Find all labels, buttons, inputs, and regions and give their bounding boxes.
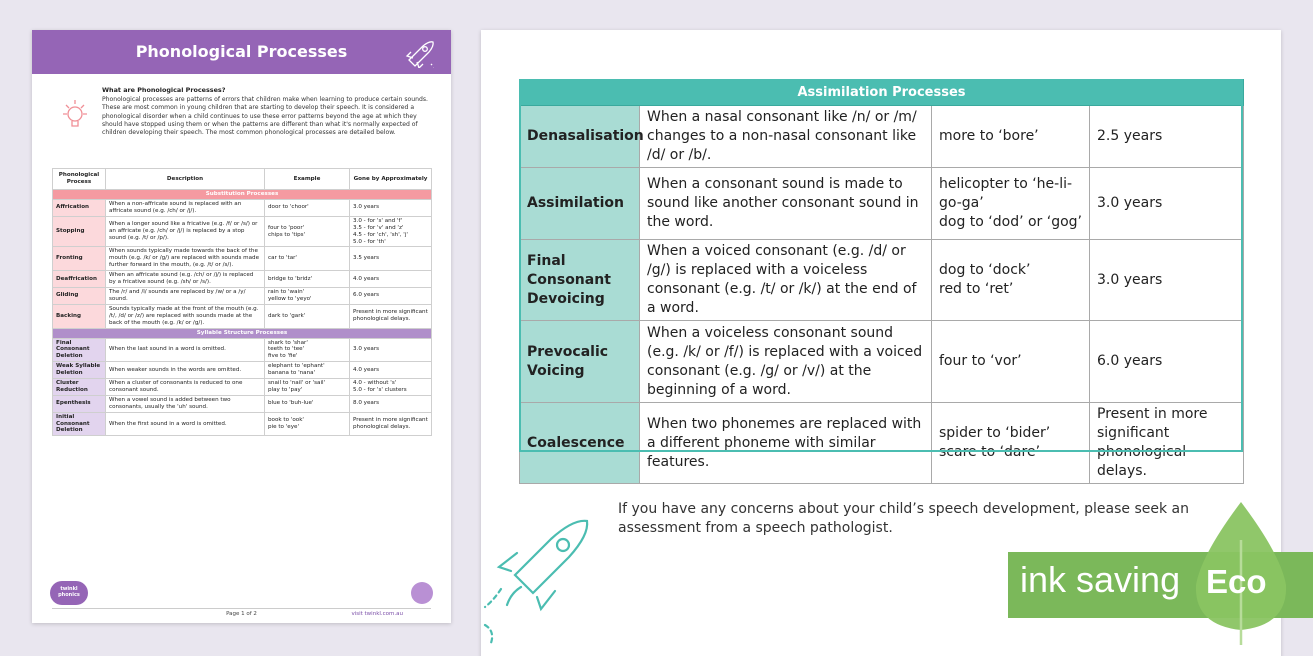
- process-name: Deaffrication: [53, 271, 106, 288]
- table-row: [53, 362, 432, 379]
- process-description: The /r/ and /l/ sounds are replaced by /w/ or a /y/ sound.: [106, 287, 265, 304]
- process-name: Backing: [53, 304, 106, 328]
- process-age: 3.0 years: [1090, 168, 1244, 240]
- process-description: When a voiced consonant (e.g. /d/ or /g/) is replaced with a voiceless consonant (e.g. /t/ or /k/) at the end of a word.: [640, 240, 932, 321]
- process-age: 6.0 years: [350, 287, 432, 304]
- table-row: [53, 379, 432, 396]
- column-header: Description: [106, 169, 265, 190]
- phonological-table: [52, 168, 432, 436]
- table-row: [53, 338, 432, 362]
- table-row: [520, 106, 1244, 168]
- process-description: When a consonant sound is made to sound like another consonant sound in the word.: [640, 168, 932, 240]
- process-age: 4.0 - without 's' 5.0 - for 's' clusters: [350, 379, 432, 396]
- process-description: When a non-affricate sound is replaced with an affricate sound (e.g. /ch/ or /j/).: [106, 200, 265, 217]
- process-description: When the first sound in a word is omitted.: [106, 412, 265, 436]
- process-age: 2.5 years: [1090, 106, 1244, 168]
- process-age: 3.0 - for 's' and 'f' 3.5 - for 'v' and 'z' 4.5 - for 'ch', 'sh', 'j' 5.0 - for 'th': [350, 216, 432, 247]
- page-1-title: Phonological Processes: [135, 42, 348, 61]
- section-row-substitution: [53, 190, 432, 200]
- intro-heading: What are Phonological Processes?: [102, 86, 226, 94]
- process-example: snail to 'nail' or 'sail' play to 'pay': [265, 379, 350, 396]
- process-description: When weaker sounds in the words are omitted.: [106, 362, 265, 379]
- process-example: bridge to 'bridz': [265, 271, 350, 288]
- process-example: dog to ‘dock’ red to ‘ret’: [932, 240, 1090, 321]
- table-row: [53, 304, 432, 328]
- page-1-footer: [52, 608, 431, 617]
- process-example: more to ‘bore’: [932, 106, 1090, 168]
- process-age: 6.0 years: [1090, 321, 1244, 403]
- table-row: [53, 200, 432, 217]
- table-row: [520, 403, 1244, 484]
- process-description: When a voiceless consonant sound (e.g. /k/ or /f/) is replaced with a voiced consonant (e.g. /g/ or /v/) at the beginning of a word.: [640, 321, 932, 403]
- twinkl-phonics-logo: twinkl phonics: [50, 581, 88, 605]
- table-row: [520, 321, 1244, 403]
- process-example: elephant to 'ephant' banana to 'nana': [265, 362, 350, 379]
- process-name: Final Consonant Devoicing: [520, 240, 640, 321]
- process-name: Initial Consonant Deletion: [53, 412, 106, 436]
- process-description: When a longer sound like a fricative (e.g. /f/ or /s/) or an affricate (e.g. /ch/ or /j/) is replaced by a stop sound (e.g. /t/ or /p/).: [106, 216, 265, 247]
- table-row: [53, 395, 432, 412]
- process-example: helicopter to ‘he-li-go-ga’ dog to ‘dod’ or ‘gog’: [932, 168, 1090, 240]
- process-name: Cluster Reduction: [53, 379, 106, 396]
- process-name: Fronting: [53, 247, 106, 271]
- process-age: 3.5 years: [350, 247, 432, 271]
- section-title: Substitution Processes: [53, 190, 432, 200]
- process-age: 3.0 years: [350, 338, 432, 362]
- footer-url[interactable]: visit twinkl.com.au: [351, 611, 403, 617]
- process-description: When an affricate sound (e.g. /ch/ or /j/) is replaced by a fricative sound (e.g. /sh/ or /s/).: [106, 271, 265, 288]
- table-row: [53, 216, 432, 247]
- process-description: When a vowel sound is added between two consonants, usually the 'uh' sound.: [106, 395, 265, 412]
- lightbulb-icon: [58, 96, 92, 136]
- process-description: When two phonemes are replaced with a different phoneme with similar features.: [640, 403, 932, 484]
- table-row: [520, 168, 1244, 240]
- process-example: book to 'ook' pie to 'eye': [265, 412, 350, 436]
- table-row: [520, 240, 1244, 321]
- process-name: Denasalisation: [520, 106, 640, 168]
- table-row: [53, 287, 432, 304]
- process-example: blue to 'buh-lue': [265, 395, 350, 412]
- table-title: Assimilation Processes: [520, 80, 1244, 106]
- page-1-header: [32, 30, 451, 74]
- table-row: [53, 271, 432, 288]
- process-example: dark to 'gark': [265, 304, 350, 328]
- process-example: door to 'choor': [265, 200, 350, 217]
- intro-text: Phonological processes are patterns of errors that children make when learning to produce certain sounds. These are most common in young children that are starting to develop their speech. It is considered a phonological disorder when a child continues to use these error patterns beyond the age at which they should have stopped using them or when the patterns are different than what it's normally expected of children developing their speech. The most common phonological processes are detailed below.: [102, 96, 428, 137]
- eco-label: Eco: [1206, 563, 1267, 600]
- process-name: Affrication: [53, 200, 106, 217]
- badge-logo: [411, 582, 433, 604]
- process-age: Present in more significant phonological delays.: [350, 412, 432, 436]
- process-age: 3.0 years: [1090, 240, 1244, 321]
- worksheet-page-1: [32, 30, 451, 623]
- process-name: Assimilation: [520, 168, 640, 240]
- section-row-syllable: [53, 328, 432, 338]
- process-name: Prevocalic Voicing: [520, 321, 640, 403]
- process-name: Coalescence: [520, 403, 640, 484]
- process-age: 4.0 years: [350, 362, 432, 379]
- table-row: [53, 412, 432, 436]
- column-header: Gone by Approximately: [350, 169, 432, 190]
- assimilation-table: [519, 79, 1244, 484]
- process-age: 3.0 years: [350, 200, 432, 217]
- process-description: When a cluster of consonants is reduced to one consonant sound.: [106, 379, 265, 396]
- process-name: Epenthesis: [53, 395, 106, 412]
- column-header: Example: [265, 169, 350, 190]
- ink-saving-label: ink saving: [1020, 559, 1181, 600]
- process-name: Final Consonant Deletion: [53, 338, 106, 362]
- process-name: Gliding: [53, 287, 106, 304]
- process-description: When the last sound in a word is omitted.: [106, 338, 265, 362]
- process-description: When a nasal consonant like /n/ or /m/ changes to a non-nasal consonant like /d/ or /b/.: [640, 106, 932, 168]
- process-example: four to ‘vor’: [932, 321, 1090, 403]
- process-name: Stopping: [53, 216, 106, 247]
- page-number: Page 1 of 2: [226, 611, 257, 617]
- process-name: Weak Syllable Deletion: [53, 362, 106, 379]
- process-age: Present in more significant phonological delays.: [1090, 403, 1244, 484]
- table-row: [53, 247, 432, 271]
- table-title-row: [520, 80, 1244, 106]
- process-age: Present in more significant phonological delays.: [350, 304, 432, 328]
- process-description: Sounds typically made at the front of the mouth (e.g. /t/, /d/ or /z/) are replaced with sounds made at the back of the mouth (e.g. /k/ or /g/).: [106, 304, 265, 328]
- process-example: four to 'poor' chips to 'tips': [265, 216, 350, 247]
- concern-note: If you have any concerns about your child’s speech development, please seek an assessment from a speech pathologist.: [618, 501, 1189, 536]
- process-example: rain to 'wain' yellow to 'yeyo': [265, 287, 350, 304]
- column-header: Phonological Process: [53, 169, 106, 190]
- process-example: car to 'tar': [265, 247, 350, 271]
- rocket-icon: [403, 38, 437, 68]
- process-description: When sounds typically made towards the back of the mouth (e.g. /k/ or /g/) are replaced with sounds made further forward in the mouth, (e.g. /t/ or /s/).: [106, 247, 265, 271]
- rocket-icon: [481, 505, 611, 645]
- section-title: Syllable Structure Processes: [53, 328, 432, 338]
- process-age: 8.0 years: [350, 395, 432, 412]
- table-header-row: [53, 169, 432, 190]
- process-example: shark to 'shar' teeth to 'tee' five to 'fie': [265, 338, 350, 362]
- process-age: 4.0 years: [350, 271, 432, 288]
- process-example: spider to ‘bider’ scare to ‘dare’: [932, 403, 1090, 484]
